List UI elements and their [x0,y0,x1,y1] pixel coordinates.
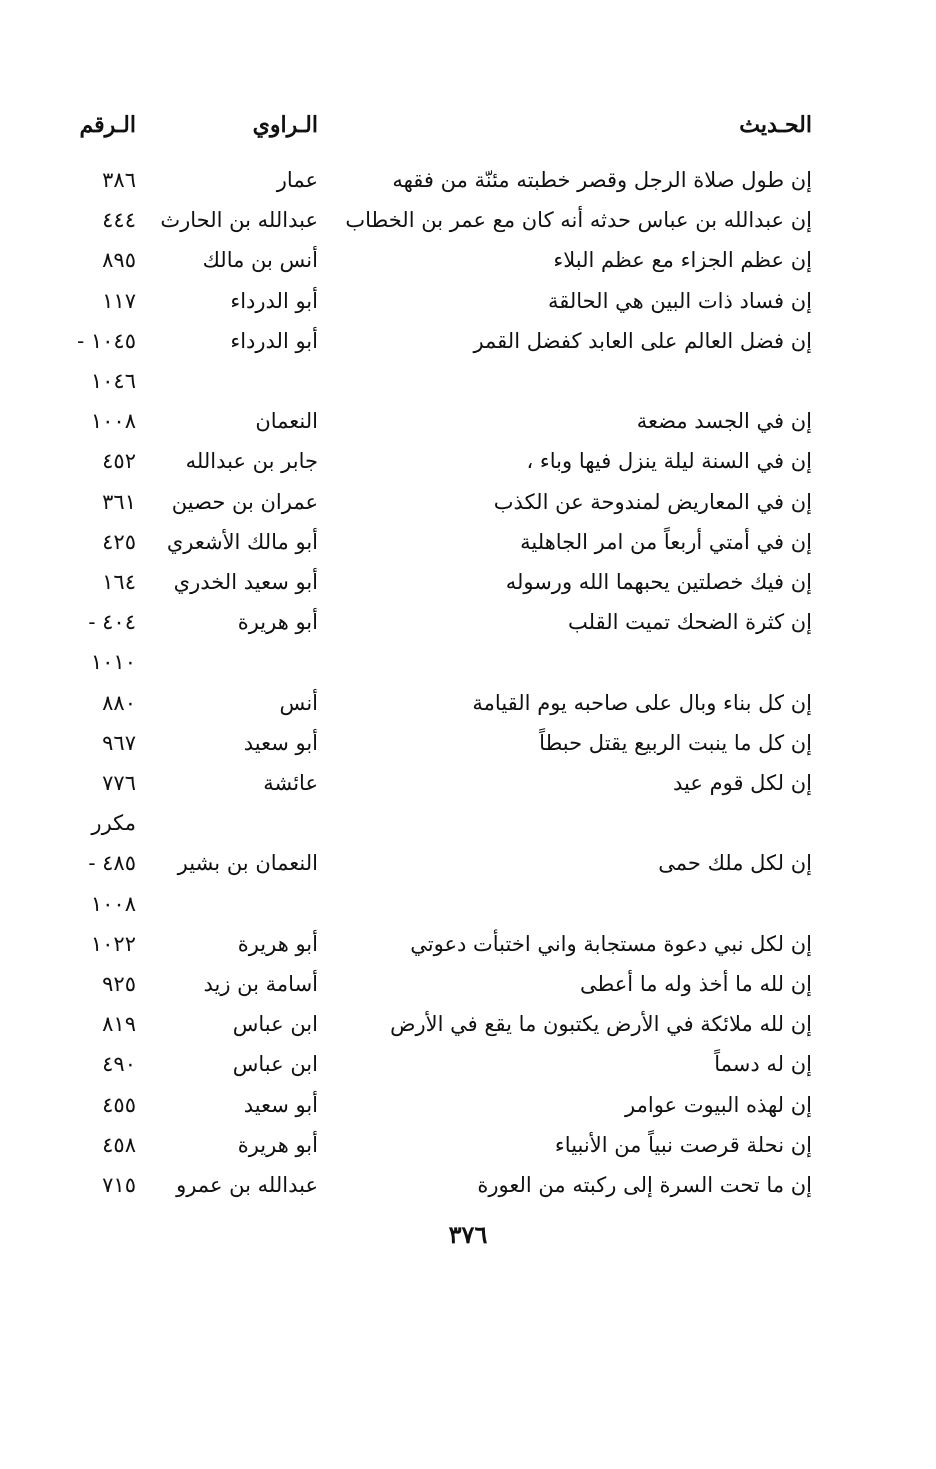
table-row [0,1050,936,1090]
narrator-name: ابن عباس [232,1052,318,1076]
hadith-number: ٤٢٥ [102,530,136,554]
narrator-name: النعمان بن بشير [177,851,318,875]
hadith-number: ٣٨٦ [102,168,136,192]
table-row [0,930,936,970]
hadith-text: إن في المعاريض لمندوحة عن الكذب [493,490,812,514]
narrator-name: عبدالله بن الحارث [160,208,318,232]
hadith-number: ٤٨٥ - [88,851,136,875]
table-row [0,648,936,688]
hadith-number: مكرر [91,811,136,835]
narrator-name: أبو سعيد [243,1093,318,1117]
page-number: ٣٧٦ [448,1220,488,1249]
hadith-text: إن نحلة قرصت نبياً من الأنبياء [554,1133,812,1157]
narrator-name: أبو مالك الأشعري [166,530,318,554]
narrator-name: أبو الدرداء [230,329,318,353]
hadith-number: ٧١٥ [102,1173,136,1197]
hadith-text: إن لله ما أخذ وله ما أعطى [580,972,812,996]
narrator-name: عمار [276,168,318,192]
table-row [0,1091,936,1131]
hadith-text: إن لكل نبي دعوة مستجابة واني اختبأت دعوتي [410,932,812,956]
hadith-text: إن في الجسد مضعة [636,409,812,433]
table-row [0,769,936,809]
narrator-name: عمران بن حصين [171,490,318,514]
table-row [0,890,936,930]
table-row [0,809,936,849]
hadith-number: ١٠٠٨ [90,892,136,916]
narrator-name: عبدالله بن عمرو [176,1173,318,1197]
hadith-number: ٤٠٤ - [88,610,136,634]
hadith-number: ٩٦٧ [102,731,136,755]
hadith-text: إن لكل قوم عيد [673,771,812,795]
table-row [0,447,936,487]
table-row [0,970,936,1010]
narrator-name: أبو الدرداء [230,289,318,313]
hadith-text: إن ما تحت السرة إلى ركبته من العورة [477,1173,812,1197]
hadith-number: ١٠٤٦ [90,369,136,393]
narrator-name: أبو هريرة [237,932,318,956]
hadith-number: ١٠٠٨ [90,409,136,433]
hadith-number: ٨١٩ [102,1012,136,1036]
narrator-name: عائشة [263,771,318,795]
table-row [0,367,936,407]
hadith-text: إن لله ملائكة في الأرض يكتبون ما يقع في الأرض [390,1012,812,1036]
hadith-text: إن في أمتي أربعاً من امر الجاهلية [520,530,812,554]
hadith-text: إن له دسماً [714,1052,812,1076]
table-row [0,246,936,286]
hadith-text: إن كل ما ينبت الربيع يقتل حبطاً [539,731,812,755]
table-row [0,287,936,327]
hadith-number: ٤٥٨ [102,1133,136,1157]
hadith-text: إن كثرة الضحك تميت القلب [568,610,812,634]
table-row [0,488,936,528]
narrator-name: أنس [279,691,318,715]
narrator-name: أبو سعيد [243,731,318,755]
narrator-name: النعمان [255,409,318,433]
hadith-number: ٤٥٥ [102,1093,136,1117]
hadith-number: ١١٧ [102,289,136,313]
hadith-number: ٩٢٥ [102,972,136,996]
table-row [0,608,936,648]
narrator-name: أسامة بن زيد [203,972,318,996]
table-row [0,327,936,367]
hadith-text: إن لهذه البيوت عوامر [625,1093,812,1117]
hadith-text: إن فساد ذات البين هي الحالقة [547,289,812,313]
hadith-number: ١٦٤ [102,570,136,594]
table-row [0,206,936,246]
narrator-name: أبو هريرة [237,610,318,634]
hadith-number: ١٠٤٥ - [77,329,136,353]
narrator-name: أبو سعيد الخدري [173,570,318,594]
hadith-text: إن فضل العالم على العابد كفضل القمر [473,329,812,353]
narrator-name: أبو هريرة [237,1133,318,1157]
hadith-text: إن في السنة ليلة ينزل فيها وباء ، [526,449,812,473]
table-row [0,689,936,729]
hadith-number: ٣٦١ [102,490,136,514]
hadith-number: ١٠٢٢ [90,932,136,956]
hadith-number: ٨٨٠ [102,691,136,715]
hadith-text: إن عبدالله بن عباس حدثه أنه كان مع عمر بن الخطاب [345,208,812,232]
narrator-name: ابن عباس [232,1012,318,1036]
hadith-text: إن طول صلاة الرجل وقصر خطبته مئنّة من فقهه [392,168,812,192]
table-row [0,528,936,568]
hadith-text: إن لكل ملك حمى [658,851,812,875]
table-row [0,1171,936,1211]
table-row [0,407,936,447]
hadith-text: إن كل بناء وبال على صاحبه يوم القيامة [472,691,812,715]
table-row [0,568,936,608]
header-hadith: الحـديث [739,112,812,138]
hadith-number: ١٠١٠ [90,650,136,674]
header-narrator: الـراوي [252,112,318,138]
table-row [0,1131,936,1171]
narrator-name: أنس بن مالك [202,248,318,272]
hadith-number: ٨٩٥ [102,248,136,272]
hadith-number: ٧٧٦ [102,771,136,795]
table-row [0,849,936,889]
table-row [0,1010,936,1050]
table-row [0,166,936,206]
hadith-number: ٤٥٢ [102,449,136,473]
hadith-text: إن فيك خصلتين يحبهما الله ورسوله [505,570,812,594]
table-header [0,112,936,152]
header-number: الـرقم [79,112,136,138]
table-row [0,729,936,769]
narrator-name: جابر بن عبدالله [185,449,318,473]
hadith-number: ٤٩٠ [102,1052,136,1076]
hadith-text: إن عظم الجزاء مع عظم البلاء [553,248,812,272]
hadith-number: ٤٤٤ [102,208,136,232]
